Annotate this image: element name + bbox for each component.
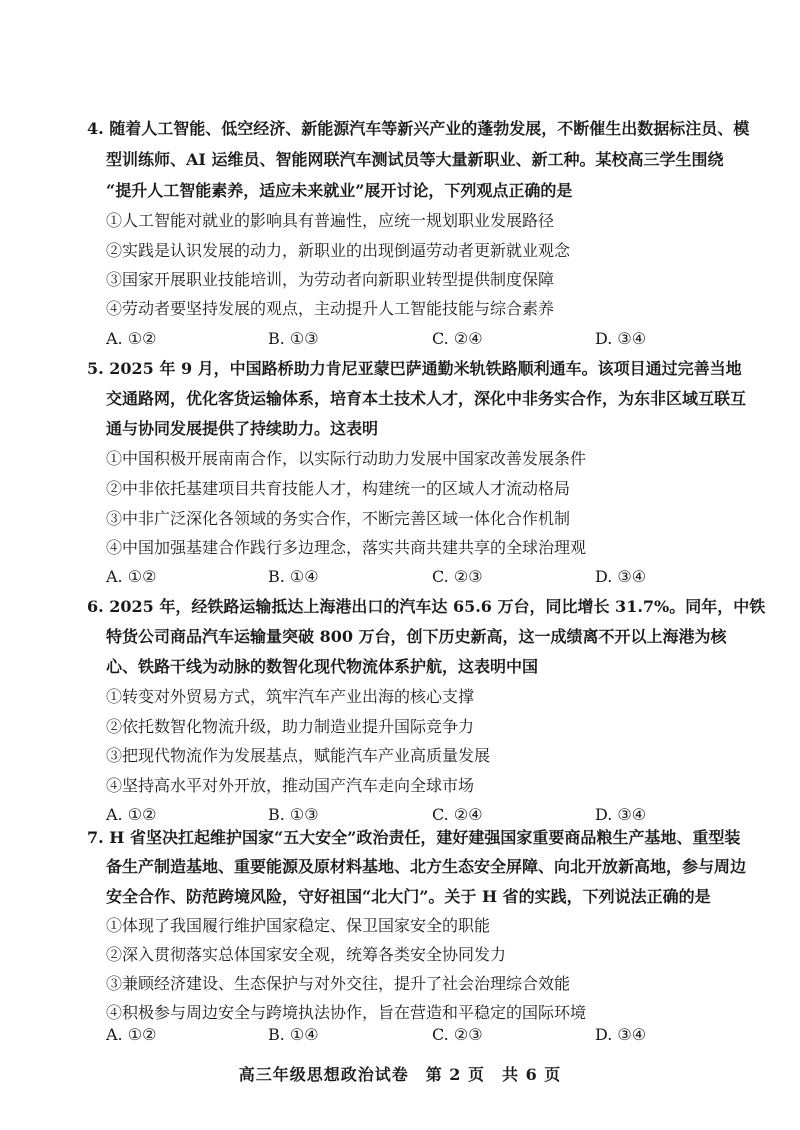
choice-d[interactable]: D. ③④ — [595, 329, 647, 348]
choice-b[interactable]: B. ①④ — [268, 1025, 319, 1044]
page-footer: 高三年级思想政治试卷 第 2 页 共 6 页 — [238, 1065, 562, 1084]
question-stem-line: 型训练师、AI 运维员、智能网联汽车测试员等大量新职业、新工种。某校高三学生围绕 — [106, 150, 724, 169]
option-statement-4: ④中国加强基建合作践行多边理念，落实共商共建共享的全球治理观 — [106, 538, 587, 557]
question-stem-line: 6. 2025 年，经铁路运输抵达上海港出口的汽车达 65.6 万台，同比增长 31.7%。同年，中铁 — [87, 597, 766, 616]
question-stem-line: 特货公司商品汽车运输量突破 800 万台，创下历史新高，这一成绩离不开以上海港为核 — [106, 627, 727, 646]
question-stem-line: 心、铁路干线为动脉的数智化现代物流体系护航，这表明中国 — [106, 657, 539, 676]
question-stem-line: 备生产制造基地、重要能源及原材料基地、北方生态安全屏障、向北开放新高地，参与周边 — [106, 857, 747, 876]
question-stem-line: 交通路网，优化客货运输体系，培育本土技术人才，深化中非务实合作，为东非区域互联互 — [106, 389, 747, 408]
choice-b[interactable]: B. ①④ — [268, 567, 319, 586]
option-statement-4: ④坚持高水平对外开放，推动国产汽车走向全球市场 — [106, 776, 475, 795]
choice-b[interactable]: B. ①③ — [268, 329, 319, 348]
choice-d[interactable]: D. ③④ — [595, 567, 647, 586]
choice-a[interactable]: A. ①② — [106, 805, 157, 824]
option-statement-1: ①人工智能对就业的影响具有普遍性，应统一规划职业发展路径 — [106, 211, 555, 230]
option-statement-3: ③兼顾经济建设、生态保护与对外交往，提升了社会治理综合效能 — [106, 974, 571, 993]
option-statement-2: ②深入贯彻落实总体国家安全观，统筹各类安全协同发力 — [106, 945, 507, 964]
choice-c[interactable]: C. ②③ — [432, 567, 483, 586]
question-stem-line: “提升人工智能素养，适应未来就业”展开讨论，下列观点正确的是 — [106, 181, 573, 200]
option-statement-1: ①转变对外贸易方式，筑牢汽车产业出海的核心支撑 — [106, 687, 475, 706]
question-stem-line: 安全合作、防范跨境风险，守好祖国“北大门”。关于 H 省的实践，下列说法正确的是 — [106, 887, 711, 906]
question-stem-line: 7. H 省坚决扛起维护国家“五大安全”政治责任，建好建强国家重要商品粮生产基地、重型装 — [87, 828, 741, 847]
option-statement-2: ②实践是认识发展的动力，新职业的出现倒逼劳动者更新就业观念 — [106, 241, 571, 260]
option-statement-4: ④积极参与周边安全与跨境执法协作，旨在营造和平稳定的国际环境 — [106, 1003, 587, 1022]
option-statement-3: ③中非广泛深化各领域的务实合作，不断完善区域一体化合作机制 — [106, 509, 571, 528]
choice-b[interactable]: B. ①③ — [268, 805, 319, 824]
choice-a[interactable]: A. ①② — [106, 329, 157, 348]
question-stem-line: 通与协同发展提供了持续助力。这表明 — [106, 419, 379, 438]
question-stem-line: 5. 2025 年 9 月，中国路桥助力肯尼亚蒙巴萨通勤米轨铁路顺利通车。该项目通过完善当地 — [87, 359, 742, 378]
choice-d[interactable]: D. ③④ — [595, 1025, 647, 1044]
choice-c[interactable]: C. ②④ — [432, 329, 483, 348]
question-stem-line: 4. 随着人工智能、低空经济、新能源汽车等新兴产业的蓬勃发展，不断催生出数据标注员、模 — [87, 119, 750, 138]
option-statement-4: ④劳动者要坚持发展的观点，主动提升人工智能技能与综合素养 — [106, 299, 555, 318]
choice-c[interactable]: C. ②④ — [432, 805, 483, 824]
option-statement-1: ①体现了我国履行维护国家稳定、保卫国家安全的职能 — [106, 916, 491, 935]
option-statement-2: ②依托数智化物流升级，助力制造业提升国际竞争力 — [106, 717, 475, 736]
choice-d[interactable]: D. ③④ — [595, 805, 647, 824]
option-statement-3: ③国家开展职业技能培训，为劳动者向新职业转型提供制度保障 — [106, 270, 555, 289]
choice-c[interactable]: C. ②③ — [432, 1025, 483, 1044]
option-statement-3: ③把现代物流作为发展基点，赋能汽车产业高质量发展 — [106, 746, 491, 765]
choice-a[interactable]: A. ①② — [106, 567, 157, 586]
choice-a[interactable]: A. ①② — [106, 1025, 157, 1044]
option-statement-1: ①中国积极开展南南合作，以实际行动助力发展中国家改善发展条件 — [106, 449, 587, 468]
option-statement-2: ②中非依托基建项目共育技能人才，构建统一的区域人才流动格局 — [106, 479, 571, 498]
